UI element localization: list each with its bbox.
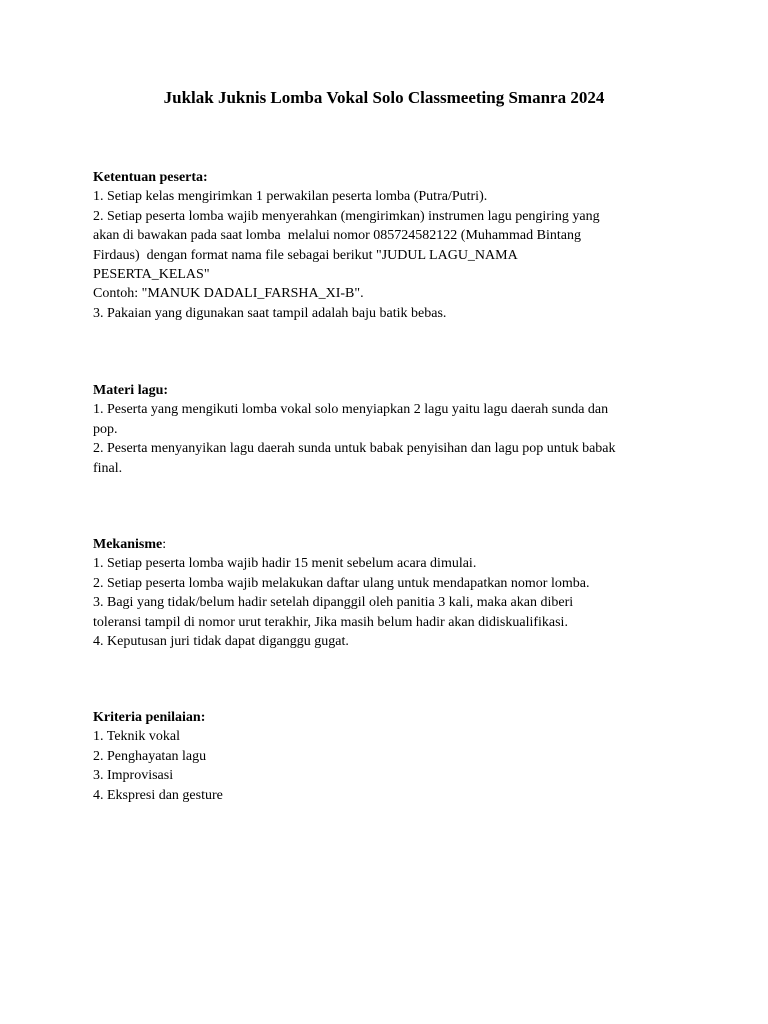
section-mekanisme: [93, 535, 683, 651]
paragraph-line: 3. Bagi yang tidak/belum hadir setelah dipanggil oleh panitia 3 kali, maka akan diberi: [93, 595, 574, 611]
section-heading-line: [93, 381, 683, 400]
paragraph-line: 1. Teknik vokal: [93, 729, 181, 745]
section-heading: Ketentuan peserta:: [93, 170, 208, 185]
section-heading-suffix: :: [162, 537, 167, 552]
paragraph-line: pop.: [93, 421, 118, 437]
paragraph-line: Contoh: "MANUK DADALI_FARSHA_XI-B".: [93, 286, 364, 302]
paragraph-line: toleransi tampil di nomor urut terakhir, Jika masih belum hadir akan didiskualifikasi.: [93, 614, 568, 630]
paragraph-line: akan di bawakan pada saat lomba melalui nomor 085724582122 (Muhammad Bintang: [93, 228, 581, 244]
paragraph-line: 3. Improvisasi: [93, 768, 174, 784]
section-heading: Materi lagu:: [93, 383, 169, 398]
section-heading: Kriteria penilaian:: [93, 710, 206, 725]
section-kriteria-penilaian: [93, 708, 683, 805]
paragraph-line: 2. Setiap peserta lomba wajib menyerahkan (mengirimkan) instrumen lagu pengiring yang: [93, 208, 600, 224]
paragraph-line: 2. Penghayatan lagu: [93, 748, 207, 764]
paragraph-line: 2. Setiap peserta lomba wajib melakukan daftar ulang untuk mendapatkan nomor lomba.: [93, 575, 590, 591]
paragraph-line: 2. Peserta menyanyikan lagu daerah sunda untuk babak penyisihan dan lagu pop untuk babak: [93, 441, 616, 457]
section-heading-line: [93, 708, 683, 727]
document-title: Juklak Juknis Lomba Vokal Solo Classmeeting Smanra 2024: [163, 88, 605, 107]
paragraph-line: 4. Ekspresi dan gesture: [93, 787, 223, 803]
paragraph-line: 3. Pakaian yang digunakan saat tampil adalah baju batik bebas.: [93, 305, 447, 321]
paragraph-line: Firdaus) dengan format nama file sebagai berikut "JUDUL LAGU_NAMA: [93, 247, 518, 263]
section-heading: Mekanisme: [93, 537, 163, 552]
paragraph-line: 4. Keputusan juri tidak dapat diganggu gugat.: [93, 634, 349, 650]
section-heading-line: [93, 535, 683, 554]
section-materi-lagu: [93, 381, 683, 478]
section-heading-line: [93, 168, 683, 187]
paragraph-line: final.: [93, 460, 123, 476]
paragraph-line: 1. Setiap kelas mengirimkan 1 perwakilan peserta lomba (Putra/Putri).: [93, 189, 488, 205]
paragraph-line: 1. Peserta yang mengikuti lomba vokal solo menyiapkan 2 lagu yaitu lagu daerah sunda dan: [93, 402, 609, 418]
section-ketentuan-peserta: [93, 168, 683, 323]
paragraph-line: 1. Setiap peserta lomba wajib hadir 15 menit sebelum acara dimulai.: [93, 556, 477, 572]
paragraph-line: PESERTA_KELAS": [93, 267, 210, 283]
